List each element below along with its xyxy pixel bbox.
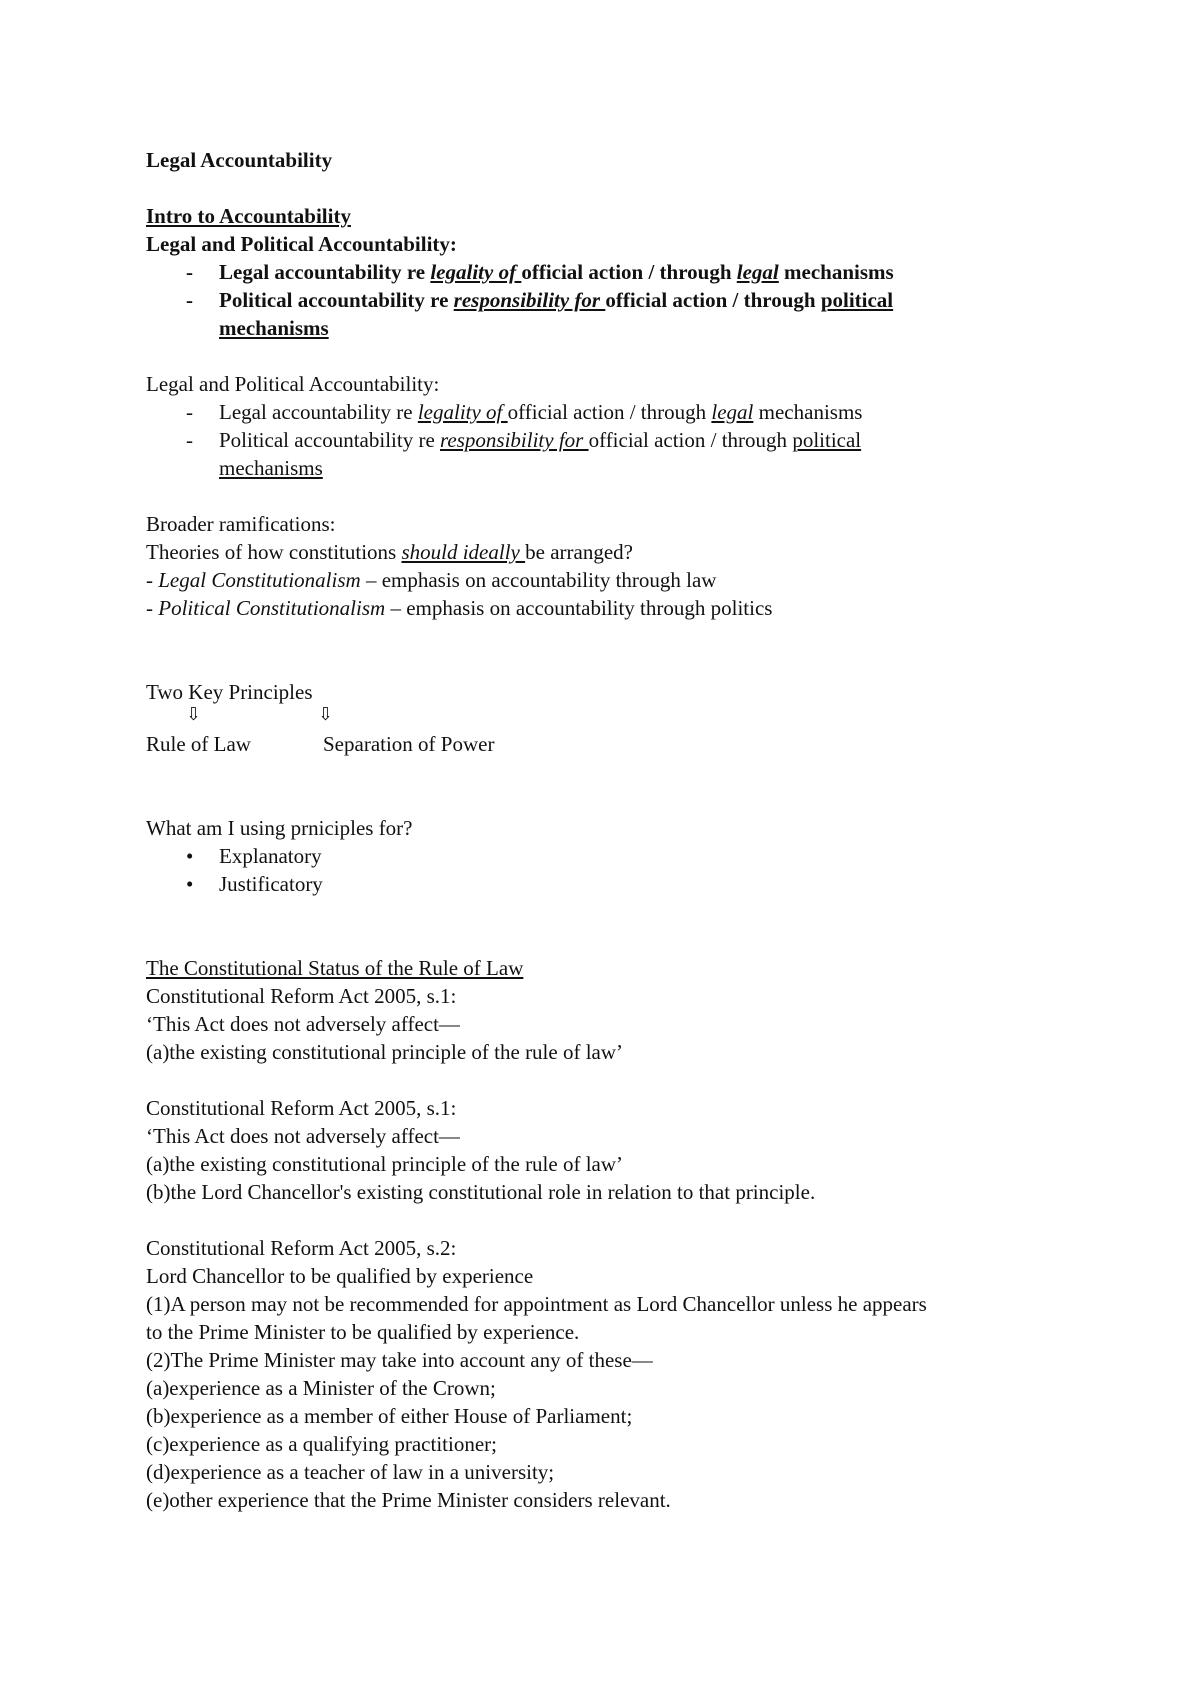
- plain-bullet-dash: -: [186, 400, 193, 424]
- status-block3-line: (2)The Prime Minister may take into account any of these—: [146, 1348, 653, 1372]
- intro-bullet-dash-2: -: [186, 288, 193, 312]
- legal-const-term: Legal Constitutionalism: [158, 568, 361, 592]
- using-bullet-icon: •: [186, 844, 194, 868]
- plain-bullet-dash-2: -: [186, 428, 193, 452]
- plain-legal-em1: legality of: [417, 400, 508, 424]
- principle-separation-of-power: Separation of Power: [323, 732, 495, 756]
- political-const-term: Political Constitutionalism: [158, 596, 386, 620]
- status-block3-line: (c)experience as a qualifying practitioner;: [146, 1432, 497, 1456]
- status-block3-line: Constitutional Reform Act 2005, s.2:: [146, 1236, 457, 1260]
- intro-legal-pre: Legal accountability re: [219, 260, 431, 284]
- intro-political-pre: Political accountability re: [219, 288, 454, 312]
- plain-political-post1: political: [792, 428, 862, 452]
- intro-bullet-dash: -: [186, 260, 193, 284]
- intro-legal-mid: official action / through: [521, 260, 737, 284]
- using-bullet-icon: •: [186, 872, 194, 896]
- broader-q-pre: Theories of how constitutions: [146, 540, 402, 564]
- status-block1-line: Constitutional Reform Act 2005, s.1:: [146, 984, 457, 1008]
- using-question: What am I using prniciples for?: [146, 816, 413, 840]
- status-block2-line: (b)the Lord Chancellor's existing constitutional role in relation to that principle.: [146, 1180, 816, 1204]
- using-item-explanatory: Explanatory: [219, 844, 322, 868]
- status-block2-line: (a)the existing constitutional principle of the rule of law’: [146, 1152, 624, 1176]
- plain-political-continuation: mechanisms: [219, 456, 323, 480]
- plain-heading: Legal and Political Accountability:: [146, 372, 440, 396]
- status-block3-line: Lord Chancellor to be qualified by experience: [146, 1264, 534, 1288]
- plain-political-pre: Political accountability re: [219, 428, 441, 452]
- political-const-desc: – emphasis on accountability through politics: [385, 596, 773, 620]
- legal-constitutionalism: [146, 566, 716, 594]
- plain-political-mid: official action / through: [588, 428, 793, 452]
- intro-political-mid: official action / through: [605, 288, 821, 312]
- plain-bullet-political: [219, 426, 861, 454]
- political-const-dash: -: [146, 596, 159, 620]
- broader-q-post: be arranged?: [525, 540, 633, 564]
- plain-legal-em2: legal: [711, 400, 754, 424]
- intro-legal-em2: legal: [736, 260, 779, 284]
- broader-q-em: should ideally: [401, 540, 526, 564]
- plain-legal-pre: Legal accountability re: [219, 400, 418, 424]
- status-block2-line: ‘This Act does not adversely affect—: [146, 1124, 460, 1148]
- plain-bullet-legal: [219, 398, 862, 426]
- intro-heading: Intro to Accountability: [146, 204, 351, 228]
- political-constitutionalism: [146, 594, 772, 622]
- status-block3-line: (a)experience as a Minister of the Crown;: [146, 1376, 496, 1400]
- status-block3-line: to the Prime Minister to be qualified by experience.: [146, 1320, 580, 1344]
- legal-const-dash: -: [146, 568, 159, 592]
- down-arrow-icon: ⇩: [318, 704, 334, 724]
- intro-political-continuation: mechanisms: [219, 316, 329, 340]
- intro-political-post1: political: [820, 288, 894, 312]
- down-arrow-icon: ⇩: [186, 704, 202, 724]
- intro-legal-post: mechanisms: [778, 260, 894, 284]
- intro-bullet-legal: [219, 258, 894, 286]
- using-item-justificatory: Justificatory: [219, 872, 323, 896]
- legal-const-desc: – emphasis on accountability through law: [360, 568, 717, 592]
- status-block1-line: (a)the existing constitutional principle of the rule of law’: [146, 1040, 624, 1064]
- principles-heading: Two Key Principles: [146, 680, 313, 704]
- document-title: Legal Accountability: [146, 148, 333, 172]
- plain-legal-post: mechanisms: [753, 400, 863, 424]
- status-block3-line: (e)other experience that the Prime Minister considers relevant.: [146, 1488, 671, 1512]
- status-block3-line: (d)experience as a teacher of law in a university;: [146, 1460, 555, 1484]
- broader-heading: Broader ramifications:: [146, 512, 336, 536]
- intro-legal-em1: legality of: [430, 260, 522, 284]
- status-block1-line: ‘This Act does not adversely affect—: [146, 1012, 460, 1036]
- plain-political-em1: responsibility for: [440, 428, 589, 452]
- intro-bullet-political: [219, 286, 893, 314]
- status-block3-line: (b)experience as a member of either House of Parliament;: [146, 1404, 633, 1428]
- intro-subheading: Legal and Political Accountability:: [146, 232, 457, 256]
- status-block3-line: (1)A person may not be recommended for appointment as Lord Chancellor unless he appears: [146, 1292, 927, 1316]
- broader-question: [146, 538, 633, 566]
- plain-legal-mid: official action / through: [507, 400, 712, 424]
- status-block2-line: Constitutional Reform Act 2005, s.1:: [146, 1096, 457, 1120]
- principle-rule-of-law: Rule of Law: [146, 732, 251, 756]
- intro-political-em1: responsibility for: [453, 288, 606, 312]
- status-heading: The Constitutional Status of the Rule of Law: [146, 956, 524, 980]
